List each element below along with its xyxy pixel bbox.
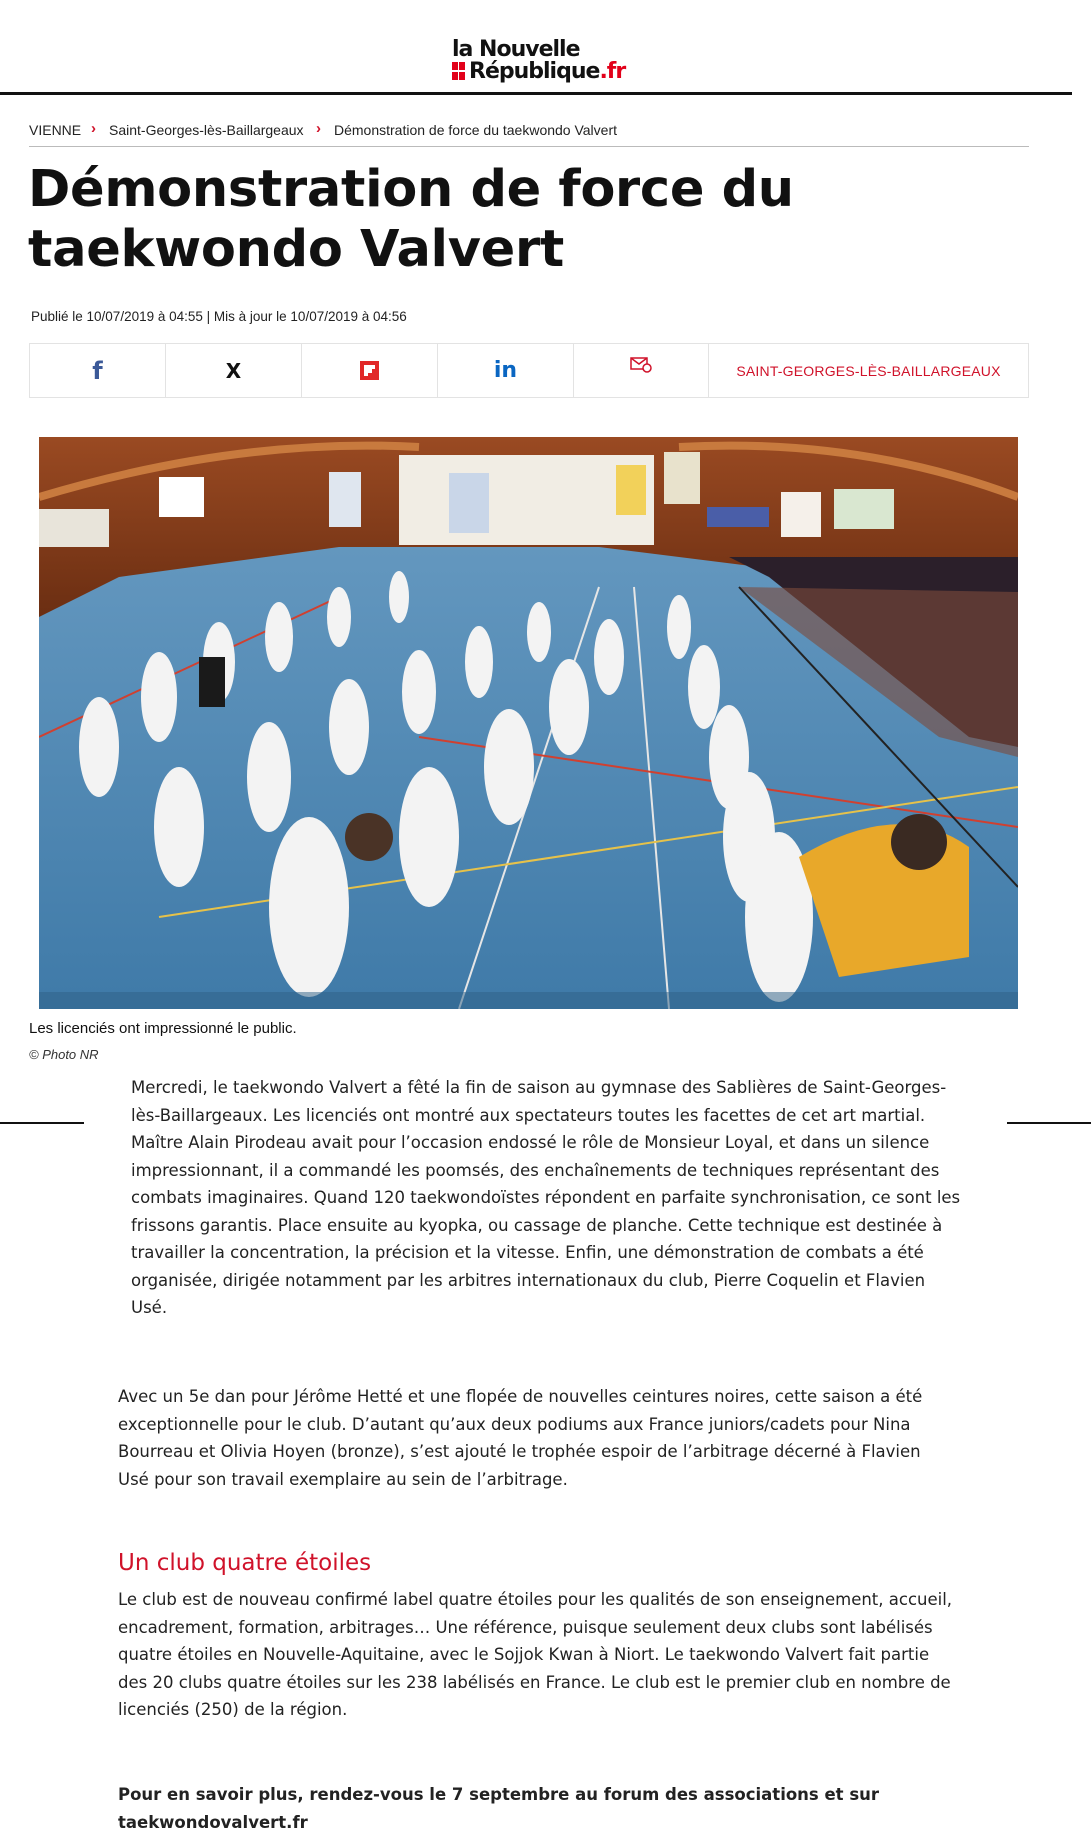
logo-line-1: la Nouvelle [452,37,580,62]
article-paragraph-2: Avec un 5e dan pour Jérôme Hetté et une flopée de nouvelles ceintures noires, cette saison a été exceptionnelle pour le club. D’autant qu’aux deux podiums aux France juniors/cadets pour Nina Bourreau et Olivia Hoyen (bronze), s’est ajouté le trophée espoir de l’arbitrage décerné à Flavien Usé pour son travail exemplaire au sein de l’arbitrage. [118,1387,923,1489]
article-paragraph-4: Pour en savoir plus, rendez-vous le 7 septembre au forum des associations et sur taekwondovalvert.fr [118,1785,880,1832]
logo-mark-icon [452,62,465,80]
decorative-rule-left [0,1122,84,1124]
share-facebook-button[interactable] [30,344,166,397]
town-tag-link[interactable]: SAINT-GEORGES-LÈS-BAILLARGEAUX [736,362,1001,379]
linkedin-icon: in [493,358,518,383]
article-subheading: Un club quatre étoiles [118,1550,372,1576]
breadcrumb [29,120,1029,147]
share-flipboard-button[interactable] [302,344,438,397]
photo-credit: © Photo NR [29,1047,99,1062]
article-photo [39,437,1018,1009]
breadcrumb-item-town[interactable]: Saint-Georges-lès-Baillargeaux [109,122,304,138]
article-dates: Publié le 10/07/2019 à 04:55 | Mis à jour le 10/07/2019 à 04:56 [31,309,407,324]
email-icon [630,357,652,373]
flipboard-icon [360,361,379,380]
decorative-rule-right [1007,1122,1091,1124]
site-header [0,0,1072,95]
logo-line-2-main: République [469,59,600,84]
article-paragraph-1: Mercredi, le taekwondo Valvert a fêté la fin de saison au gymnase des Sablières de Saint-Georges-lès-Baillargeaux. Les licenciés ont montré aux spectateurs toutes les facettes de cet art martial. Maître Alain Pirodeau avait pour l’occasion endossé le rôle de Monsieur Loyal, et dans un silence impressionnant, il a commandé les poomsés, des enchaînements de techniques représentant des combats imaginaires. Quand 120 taekwondoïstes répondent en parfaite synchronisation, ce sont les frissons garantis. Place ensuite au kyopka, ou cassage de planche. Cette technique est destinée à travailler la concentration, la précision et la vitesse. Enfin, une démonstration de combats a été organisée, dirigée notamment par les arbitres internationaux du club, Pierre Coquelin et Flavien Usé. [131,1078,961,1317]
taekwondo-gym-photo [39,437,1018,1009]
site-logo[interactable] [452,38,642,86]
logo-line-2 [452,60,625,84]
photo-caption: Les licenciés ont impressionné le public. [29,1020,297,1037]
share-bar [29,343,1029,398]
logo-line-2-suffix: .fr [599,59,626,84]
share-linkedin-button[interactable] [438,344,574,397]
breadcrumb-item-vienne[interactable]: VIENNE [29,122,82,138]
article-title: Démonstration de force du taekwondo Valvert [28,160,794,279]
article-paragraph-3: Le club est de nouveau confirmé label quatre étoiles pour les qualités de son enseignement, accueil, encadrement, formation, arbitrages… Une référence, puisque seulement deux clubs sont labélisés quatre étoiles en Nouvelle-Aquitaine, avec le Sojjok Kwan à Niort. Le taekwondo Valvert fait partie des 20 clubs quatre étoiles sur les 238 labélisés en France. Le club est le premier club en nombre de licenciés (250) de la région. [118,1590,953,1719]
chevron-right-icon: › [316,120,321,137]
share-email-button[interactable] [574,344,709,397]
share-x-button[interactable] [166,344,302,397]
breadcrumb-item-current: Démonstration de force du taekwondo Valvert [334,122,618,138]
x-icon: X [225,358,242,383]
chevron-right-icon: › [91,120,96,137]
facebook-icon: f [92,356,103,385]
